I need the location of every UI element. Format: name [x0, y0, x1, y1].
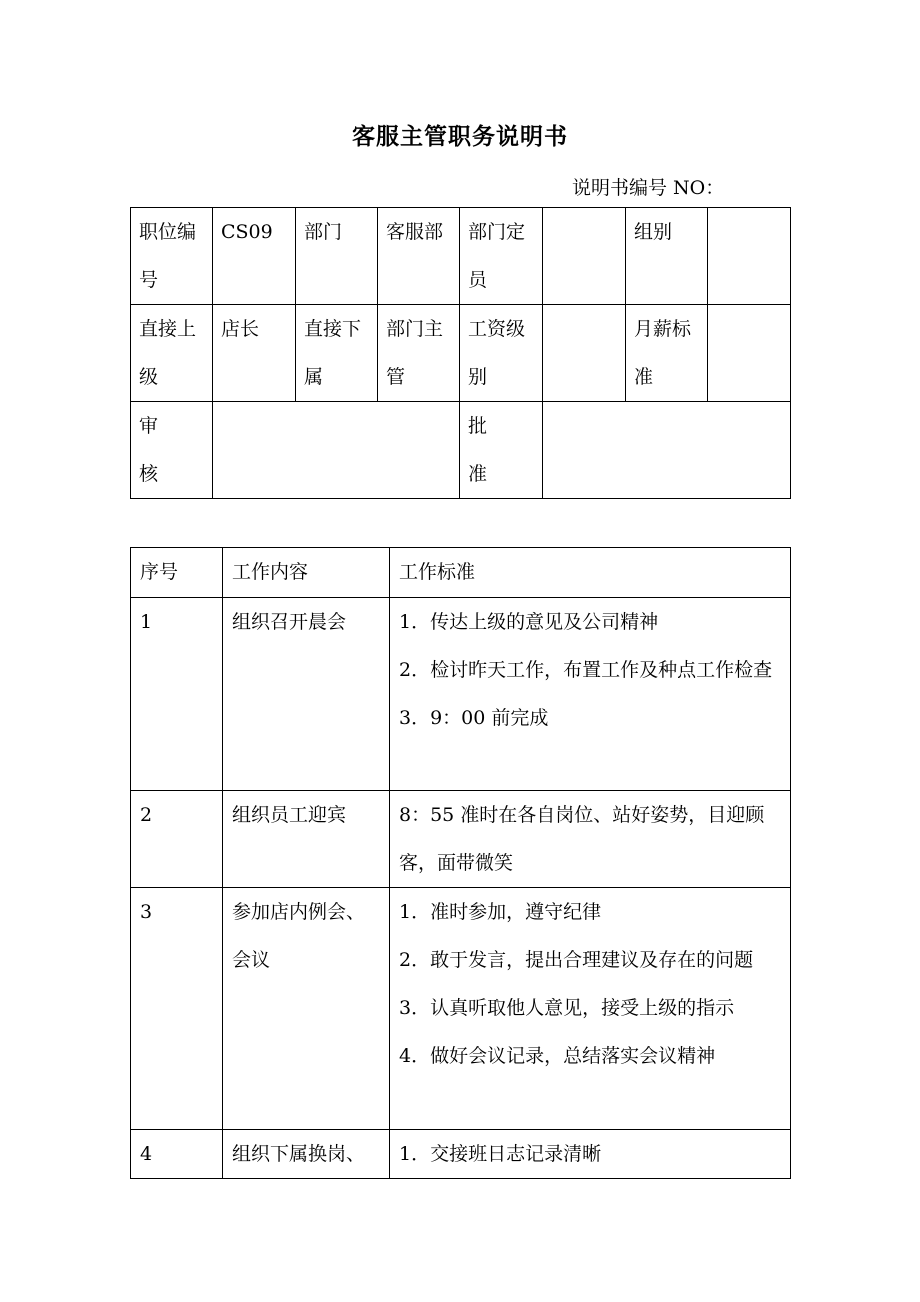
header-no: 序号 — [131, 548, 223, 598]
monthly-salary-label: 月薪标准 — [626, 305, 708, 402]
department-label: 部门 — [296, 208, 378, 305]
duty-standard — [390, 888, 791, 1130]
duty-content: 组织下属换岗、 — [223, 1130, 390, 1179]
approve-label-line: 准 — [468, 463, 488, 485]
standard-item: 8：55 准时在各自岗位、站好姿势，目迎顾客，面带微笑 — [399, 804, 765, 874]
info-row — [131, 402, 791, 499]
review-label-line: 核 — [139, 463, 159, 485]
standard-item: 4．做好会议记录，总结落实会议精神 — [399, 1045, 716, 1067]
group-label: 组别 — [626, 208, 708, 305]
duty-no: 2 — [131, 791, 223, 888]
standard-item: 1．准时参加，遵守纪律 — [399, 901, 602, 923]
supervisor-label: 直接上级 — [131, 305, 213, 402]
info-row — [131, 208, 791, 305]
position-code-label: 职位编号 — [131, 208, 213, 305]
duty-no: 1 — [131, 598, 223, 791]
header-content: 工作内容 — [223, 548, 390, 598]
approve-label — [460, 402, 543, 499]
duty-standard — [390, 598, 791, 791]
position-info-table — [130, 207, 791, 499]
standard-item: 3．认真听取他人意见，接受上级的指示 — [399, 997, 735, 1019]
duty-standard — [390, 1130, 791, 1179]
subordinate-label: 直接下属 — [296, 305, 378, 402]
department-value: 客服部 — [378, 208, 460, 305]
duty-standard — [390, 791, 791, 888]
duty-table-header-row — [131, 548, 791, 598]
standard-item: 3．9：00 前完成 — [399, 707, 549, 729]
headcount-label: 部门定员 — [460, 208, 543, 305]
duty-table — [130, 547, 791, 1179]
standard-item: 2．检讨昨天工作，布置工作及种点工作检查 — [399, 659, 773, 681]
approve-label-line: 批 — [468, 415, 488, 437]
duty-no: 3 — [131, 888, 223, 1130]
salary-grade-label: 工资级别 — [460, 305, 543, 402]
duty-row — [131, 888, 791, 1130]
review-label-line: 审 — [139, 415, 159, 437]
standard-item: 1．交接班日志记录清晰 — [399, 1143, 602, 1165]
duty-content: 参加店内例会、会议 — [223, 888, 390, 1130]
duty-content: 组织员工迎宾 — [223, 791, 390, 888]
header-standard: 工作标准 — [390, 548, 791, 598]
subordinate-value: 部门主管 — [378, 305, 460, 402]
duty-content: 组织召开晨会 — [223, 598, 390, 791]
headcount-value — [543, 208, 626, 305]
approve-value — [543, 402, 791, 499]
standard-item: 1．传达上级的意见及公司精神 — [399, 611, 659, 633]
review-label — [131, 402, 213, 499]
group-value — [708, 208, 791, 305]
document-title: 客服主管职务说明书 — [352, 123, 568, 150]
document-number-label: 说明书编号 NO： — [572, 177, 725, 199]
duty-row — [131, 1130, 791, 1179]
supervisor-value: 店长 — [213, 305, 296, 402]
duty-row — [131, 598, 791, 791]
position-code-value: CS09 — [213, 208, 296, 305]
duty-row — [131, 791, 791, 888]
monthly-salary-value — [708, 305, 791, 402]
salary-grade-value — [543, 305, 626, 402]
standard-item: 2．敢于发言，提出合理建议及存在的问题 — [399, 949, 754, 971]
duty-no: 4 — [131, 1130, 223, 1179]
info-row — [131, 305, 791, 402]
review-value — [213, 402, 460, 499]
